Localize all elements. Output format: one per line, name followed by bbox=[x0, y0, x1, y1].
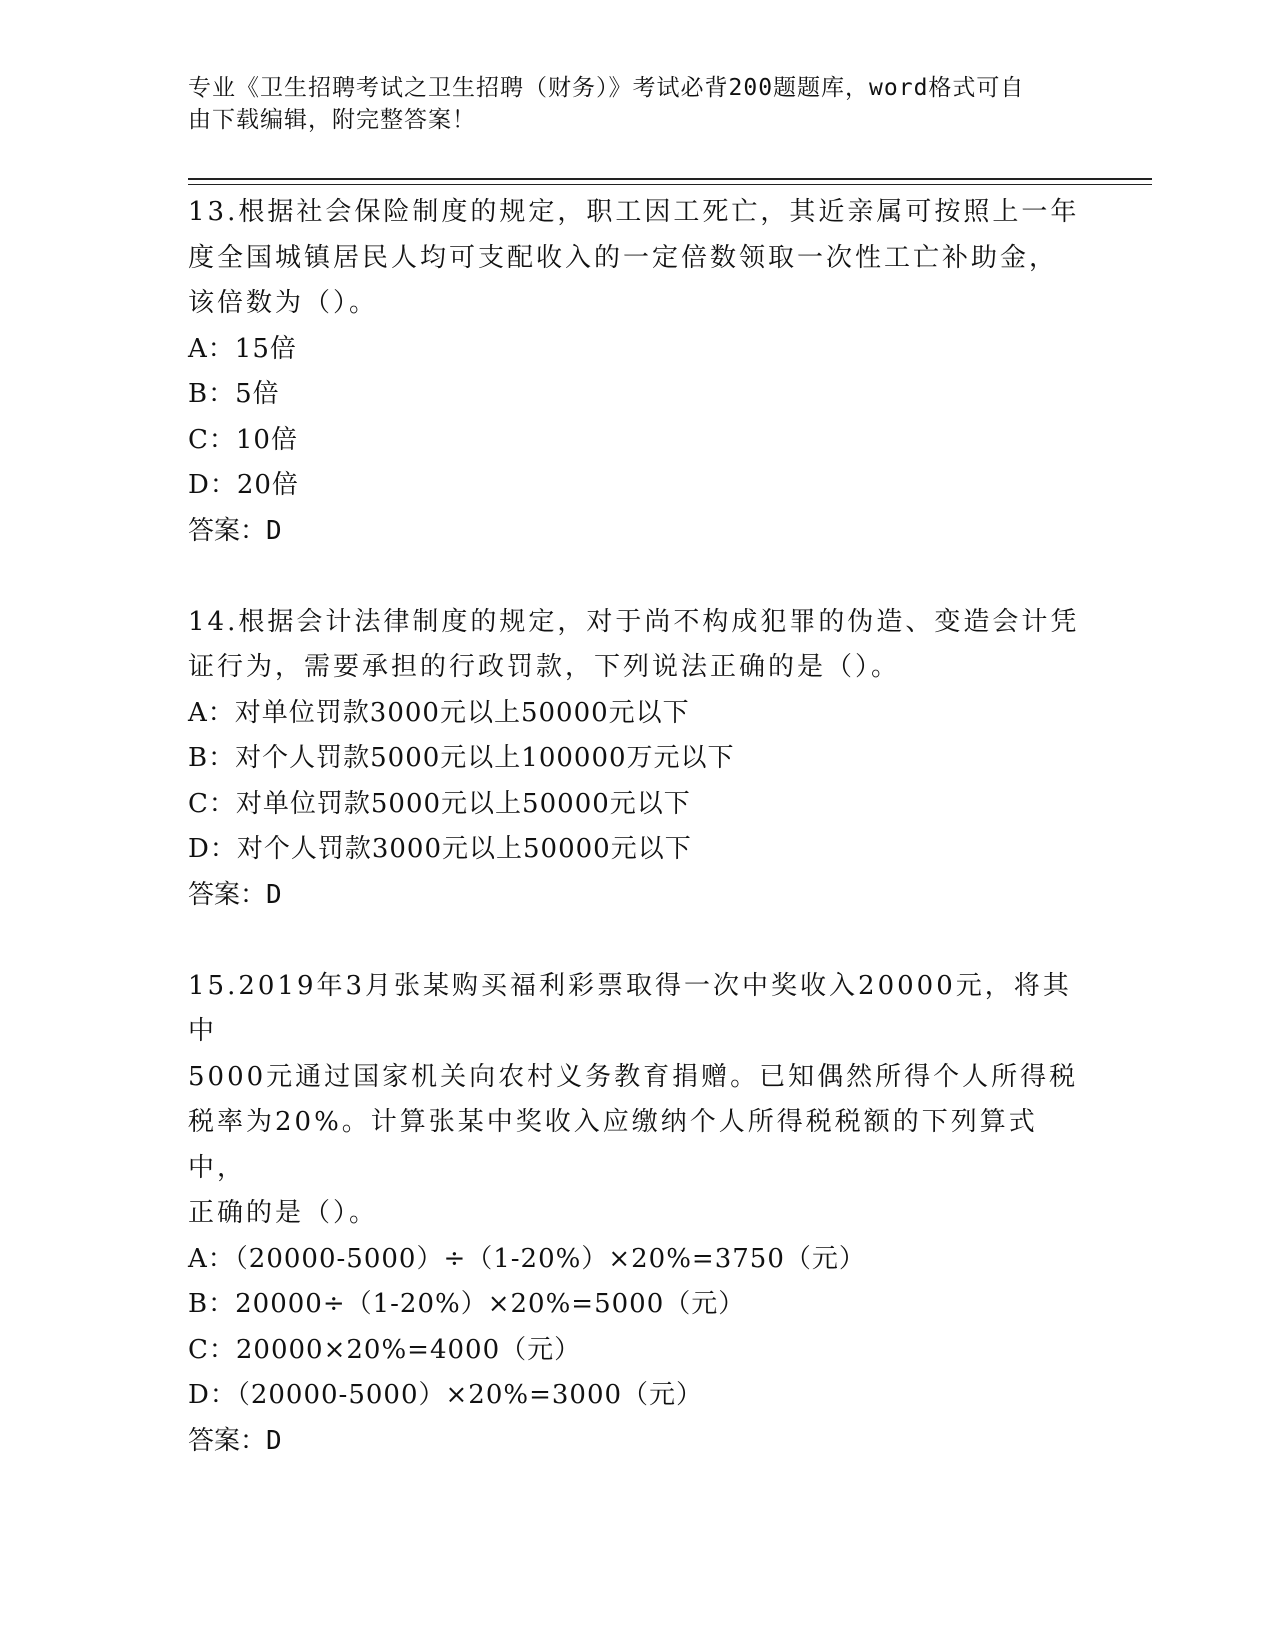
question-stem-line: 13.根据社会保险制度的规定，职工因工死亡，其近亲属可按照上一年 bbox=[188, 197, 1080, 227]
option-d: D：对个人罚款3000元以上50000元以下 bbox=[188, 834, 692, 864]
question-stem-line: 该倍数为（）。 bbox=[188, 288, 379, 318]
question-stem-line: 正确的是（）。 bbox=[188, 1198, 379, 1228]
answer-line: 答案：D bbox=[188, 1425, 282, 1456]
option-b: B：5倍 bbox=[188, 379, 280, 409]
answer-line: 答案：D bbox=[188, 515, 282, 546]
header-divider-thick bbox=[188, 178, 1152, 180]
question-15 bbox=[188, 964, 1088, 1465]
option-a: A：对单位罚款3000元以上50000元以下 bbox=[188, 697, 690, 728]
question-14 bbox=[188, 600, 1088, 919]
option-b: B：对个人罚款5000元以上100000万元以下 bbox=[188, 743, 735, 773]
answer-line: 答案：D bbox=[188, 879, 282, 910]
document-header bbox=[188, 72, 1068, 136]
option-b: B：20000÷（1-20%）×20%=5000（元） bbox=[188, 1289, 746, 1319]
question-13 bbox=[188, 190, 1088, 554]
header-line-1: 专业《卫生招聘考试之卫生招聘（财务）》考试必背200题题库，word格式可自 bbox=[188, 75, 1025, 101]
question-list bbox=[188, 190, 1088, 1464]
question-stem-line: 14.根据会计法律制度的规定，对于尚不构成犯罪的伪造、变造会计凭 bbox=[188, 606, 1080, 637]
option-c: C：对单位罚款5000元以上50000元以下 bbox=[188, 788, 691, 819]
question-stem-line: 15.2019年3月张某购买福利彩票取得一次中奖收入20000元，将其中 bbox=[188, 970, 1072, 1046]
option-d: D：20倍 bbox=[188, 470, 299, 500]
option-c: C：10倍 bbox=[188, 424, 298, 455]
question-stem-line: 税率为20%。计算张某中奖收入应缴纳个人所得税税额的下列算式中， bbox=[188, 1107, 1038, 1183]
option-a: A：15倍 bbox=[188, 333, 297, 364]
option-c: C：20000×20%=4000（元） bbox=[188, 1334, 582, 1365]
question-stem-line: 证行为，需要承担的行政罚款，下列说法正确的是（）。 bbox=[188, 652, 901, 682]
question-stem-line: 度全国城镇居民人均可支配收入的一定倍数领取一次性工亡补助金， bbox=[188, 242, 1059, 273]
option-d: D：（20000-5000）×20%=3000（元） bbox=[188, 1380, 704, 1410]
question-spacer bbox=[188, 554, 1088, 600]
option-a: A：（20000-5000）÷（1-20%）×20%=3750（元） bbox=[188, 1243, 866, 1274]
question-stem-line: 5000元通过国家机关向农村义务教育捐赠。已知偶然所得个人所得税 bbox=[188, 1061, 1079, 1092]
question-spacer bbox=[188, 918, 1088, 964]
header-line-2: 由下载编辑，附完整答案！ bbox=[188, 107, 476, 133]
header-divider-thin bbox=[188, 184, 1152, 185]
